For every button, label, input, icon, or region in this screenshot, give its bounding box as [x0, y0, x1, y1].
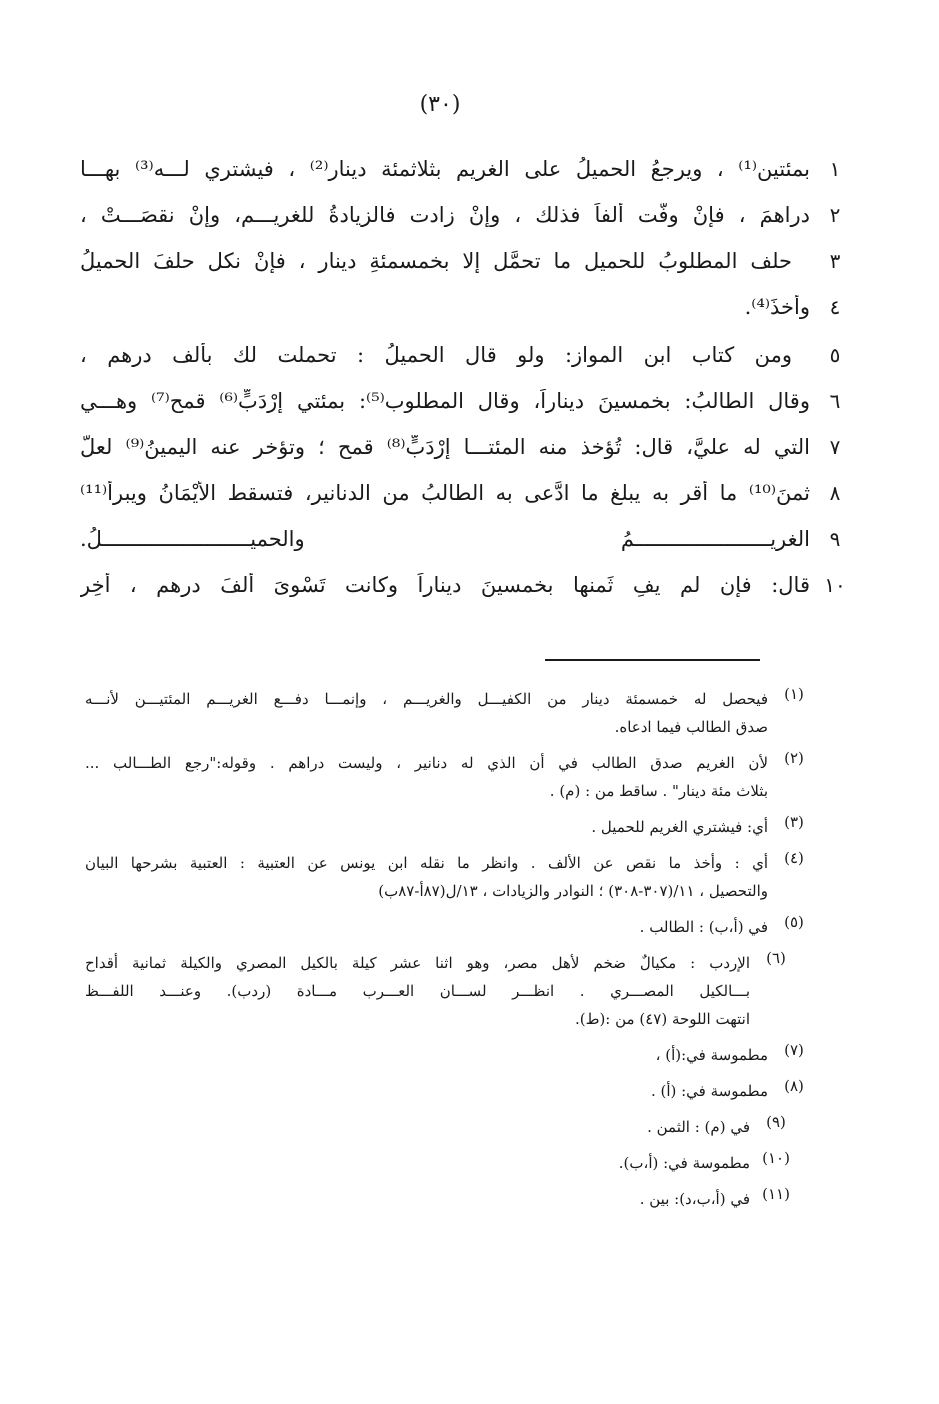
footnote: [85, 1113, 820, 1141]
footnote: [85, 1185, 820, 1213]
line-text: ثمنَ⁽¹⁰⁾ ما أقر به يبلغ ما ادَّعى به الطالبُ من الدنانيرِ، فتسقط الأيْمَانُ ويبرأ⁽¹¹⁾: [80, 481, 810, 505]
text-line: [80, 474, 860, 512]
footnotes: [85, 685, 820, 1221]
footnote-text: في (أ،ب،د): بين .: [639, 1190, 750, 1208]
footnote-number: (١٠): [762, 1149, 790, 1167]
footnote: [85, 913, 820, 941]
footnote-number: (٣): [784, 813, 804, 831]
footnote-text: بـــالكيل المصـــري . انظـــر لســـان العـــرب مـــادة (ردب). وعنـــد اللفـــظ: [85, 982, 750, 1000]
footnote: [85, 849, 820, 905]
footnote-text: والتحصيل ، ١١/(٣٠٧-٣٠٨) ؛ النوادر والزيادات ، ١٣/ل(٨٧أ-٨٧ب): [378, 882, 768, 900]
footnote-text: الإردب : مكيالٌ ضخم لأهل مصر، وهو اثنا عشر كيلة بالكيل المصري والكيلة ثمانية أقداح: [85, 954, 750, 972]
line-text: وقال الطالبُ: بخمسينَ ديناراً، وقال المطلوب⁽⁵⁾: بمئتي إرْدَبٍّ⁽⁶⁾ قمحٍ⁽⁷⁾ وهـــي: [80, 389, 810, 413]
footnote-text: صدق الطالب فيما ادعاه.: [614, 718, 768, 736]
line-number: ١٠: [824, 573, 846, 597]
text-line: [80, 242, 860, 280]
footnote-text: أي: فيشتري الغريم للحميل .: [591, 818, 768, 836]
footnote-number: (٦): [766, 949, 786, 967]
footnote: [85, 1041, 820, 1069]
line-text: حلف المطلوبُ للحميلِ ما تحمَّل إلا بخمسمئةِ دينارٍ ، فإنْ نكل حلفَ الحميلُ: [80, 249, 792, 273]
page-number: (٣٠): [419, 92, 461, 117]
line-text: الغريــــــــــــــــــــــمُ والحميــــــــــــــــــــــــلُ.: [80, 527, 810, 551]
footnote-number: (٤): [784, 849, 804, 867]
line-number: ٣: [829, 249, 841, 273]
line-number: ٨: [829, 481, 841, 505]
footnote-text: مطموسة في:(أ) ،: [655, 1046, 768, 1064]
footnote-text: انتهت اللوحة (٤٧) من :(ط).: [574, 1010, 750, 1028]
footnote: [85, 813, 820, 841]
footnote-number: (٥): [784, 913, 804, 931]
footnote: [85, 1077, 820, 1105]
line-number: ٤: [829, 295, 841, 319]
line-text: قال: فإن لم يفِ ثَمنها بخمسينَ ديناراً وكانت تَسْوىَ ألفَ درهمٍ ، أُخِر: [80, 573, 810, 597]
line-text: وأخذَ⁽⁴⁾.: [744, 295, 810, 319]
footnote: [85, 685, 820, 741]
line-text: دراهمَ ، فإنْ وفّت ألفاً فذلك ، وإنْ زادت فالزيادةُ للغريـــمِ، وإنْ نقصَـــتْ ،: [80, 203, 810, 227]
line-number: ٦: [829, 389, 841, 413]
text-line: [80, 196, 860, 234]
footnote-number: (٧): [784, 1041, 804, 1059]
line-number: ١: [829, 157, 841, 181]
footnote-number: (٢): [784, 749, 804, 767]
footnote-text: أي : وأخذ ما نقص عن الألف . وانظر ما نقله ابن يونس عن العتبية : العتبية بشرحها البيان: [85, 854, 768, 872]
line-number: ٧: [829, 435, 841, 459]
footnote-number: (١١): [762, 1185, 790, 1203]
text-line: [80, 288, 860, 326]
text-line: [80, 336, 860, 374]
line-text: ومن كتاب ابن المواز: ولو قال الحميلُ : تحملت لك بألف درهم ،: [80, 343, 792, 367]
footnote-number: (٩): [766, 1113, 786, 1131]
line-text: بمئتين⁽¹⁾ ، ويرجعُ الحميلُ على الغريمِ بثلاثمئة دينار⁽²⁾ ، فيشتري لـــه⁽³⁾ بهـــا: [80, 157, 810, 181]
line-number: ٢: [829, 203, 841, 227]
footnote-text: في (م) : الثمن .: [647, 1118, 750, 1136]
footnote-text: مطموسة في: (أ،ب).: [618, 1154, 750, 1172]
line-text: التي له عليَّ، قال: تُؤخذ منه المئتـــا إرْدَبٍّ⁽⁸⁾ قمحٍ ؛ وتؤخر عنه اليمينُ⁽⁹⁾ لعلَّ: [80, 435, 810, 459]
text-line: [80, 566, 860, 604]
line-number: ٩: [829, 527, 841, 551]
text-line: [80, 428, 860, 466]
footnote-text: في (أ،ب) : الطالب .: [639, 918, 768, 936]
text-line: [80, 520, 860, 558]
footnote-text: فيحصل له خمسمئة دينار من الكفيـــل والغريـــم ، وإنمـــا دفـــع الغريـــم المئتيـــن لأنـــه: [85, 690, 768, 708]
footnote-divider: [545, 659, 760, 661]
text-line: [80, 382, 860, 420]
main-text: [80, 150, 860, 612]
line-number: ٥: [829, 343, 841, 367]
footnote-text: بثلاث مئة دينار" . ساقط من : (م) .: [549, 782, 768, 800]
footnote: [85, 1149, 820, 1177]
footnote-text: لأن الغريم صدق الطالب في أن الذي له دنانير ، وليست دراهم . وقوله:"رجع الطـــالب ...: [85, 754, 768, 772]
footnote-number: (١): [784, 685, 804, 703]
footnote-number: (٨): [784, 1077, 804, 1095]
footnote: [85, 749, 820, 805]
footnote: [85, 949, 820, 1033]
text-line: [80, 150, 860, 188]
footnote-text: مطموسة في: (أ) .: [650, 1082, 768, 1100]
